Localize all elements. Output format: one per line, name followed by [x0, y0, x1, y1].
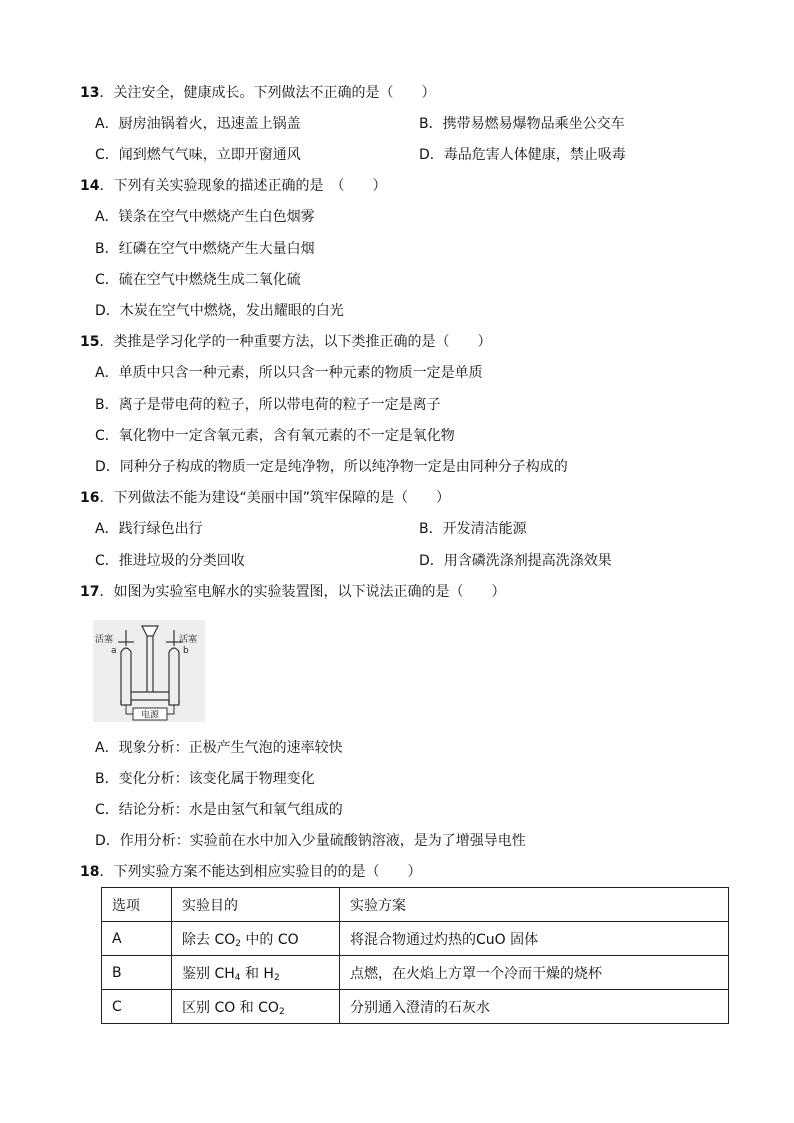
question-text: ．下列实验方案不能达到相应实验目的的是（ ） — [99, 864, 422, 880]
q15-option-c: C．氧化物中一定含氧元素，含有氧元素的不一定是氧化物 — [95, 428, 455, 444]
question-number: 13 — [80, 85, 100, 101]
stopcock-left-letter: a — [111, 646, 117, 656]
stopcock-right-label: 活塞 — [179, 635, 198, 645]
q13-option-d: D．毒品危害人体健康，禁止吸毒 — [419, 147, 626, 163]
q13-option-a: A．厨房油锅着火，迅速盖上锅盖 — [95, 116, 301, 132]
q13-option-c: C．闻到燃气气味，立即开窗通风 — [95, 147, 301, 163]
q13-option-b: B．携带易燃易爆物品乘坐公交车 — [419, 116, 625, 132]
question-13-stem — [80, 82, 435, 102]
q16-option-a: A．践行绿色出行 — [95, 521, 203, 537]
q17-option-a: A．现象分析：正极产生气泡的速率较快 — [95, 740, 343, 756]
q14-option-a: A．镁条在空气中燃烧产生白色烟雾 — [95, 209, 315, 225]
row-goal: 区别 CO 和 $CO_2$ — [172, 990, 340, 1024]
table-row — [102, 922, 729, 956]
question-number: 18 — [80, 864, 100, 880]
q17-option-b: B．变化分析：该变化属于物理变化 — [95, 771, 315, 787]
question-text: ．类推是学习化学的一种重要方法，以下类推正确的是（ ） — [99, 334, 492, 350]
row-plan: 点燃，在火焰上方罩一个冷而干燥的烧杯 — [340, 956, 729, 990]
experiment-table — [101, 887, 729, 1024]
stopcock-right-letter: b — [183, 646, 189, 656]
row-option: A — [102, 922, 172, 956]
question-number: 15 — [80, 334, 100, 350]
q17-option-c: C．结论分析：水是由氢气和氧气组成的 — [95, 802, 343, 818]
power-source-label: 电源 — [140, 710, 160, 721]
q15-option-b: B．离子是带电荷的粒子，所以带电荷的粒子一定是离子 — [95, 397, 441, 413]
question-text: ．如图为实验室电解水的实验装置图，以下说法正确的是（ ） — [99, 584, 506, 600]
stopcock-left-label: 活塞 — [95, 635, 114, 645]
question-17-stem — [80, 581, 505, 601]
q17-option-d: D．作用分析：实验前在水中加入少量硫酸钠溶液，是为了增强导电性 — [95, 833, 526, 849]
q14-option-c: C．硫在空气中燃烧生成二氧化硫 — [95, 272, 301, 288]
table-row — [102, 990, 729, 1024]
question-number: 17 — [80, 584, 100, 600]
header-plan: 实验方案 — [340, 888, 729, 922]
q16-option-c: C．推进垃圾的分类回收 — [95, 553, 245, 569]
table-row — [102, 956, 729, 990]
header-goal: 实验目的 — [172, 888, 340, 922]
question-text: ．下列有关实验现象的描述正确的是 （ ） — [99, 178, 387, 194]
row-option: C — [102, 990, 172, 1024]
question-number: 16 — [80, 490, 100, 506]
question-text: ．下列做法不能为建设“美丽中国”筑牢保障的是（ ） — [99, 490, 450, 506]
q14-option-d: D．木炭在空气中燃烧，发出耀眼的白光 — [95, 303, 344, 319]
header-option: 选项 — [102, 888, 172, 922]
question-number: 14 — [80, 178, 100, 194]
question-18-stem — [80, 861, 421, 881]
row-goal: 除去 $CO_2$ 中的 CO — [172, 922, 340, 956]
electrolysis-apparatus-figure — [93, 620, 205, 722]
q16-option-b: B．开发清洁能源 — [419, 521, 527, 537]
q15-option-d: D．同种分子构成的物质一定是纯净物，所以纯净物一定是由同种分子构成的 — [95, 459, 568, 475]
question-text: ．关注安全，健康成长。下列做法不正确的是（ ） — [99, 85, 436, 101]
row-plan: 将混合物通过灼热的CuO 固体 — [340, 922, 729, 956]
row-option: B — [102, 956, 172, 990]
question-15-stem — [80, 331, 491, 351]
question-14-stem — [80, 175, 386, 195]
q15-option-a: A．单质中只含一种元素，所以只含一种元素的物质一定是单质 — [95, 365, 483, 381]
table-header-row — [102, 888, 729, 922]
electrolysis-apparatus-drawing — [93, 620, 205, 722]
row-goal: 鉴别 $CH_4$ 和 $H_2$ — [172, 956, 340, 990]
q16-option-d: D．用含磷洗涤剂提高洗涤效果 — [419, 553, 612, 569]
row-plan: 分别通入澄清的石灰水 — [340, 990, 729, 1024]
q14-option-b: B．红磷在空气中燃烧产生大量白烟 — [95, 241, 315, 257]
question-16-stem — [80, 487, 450, 507]
